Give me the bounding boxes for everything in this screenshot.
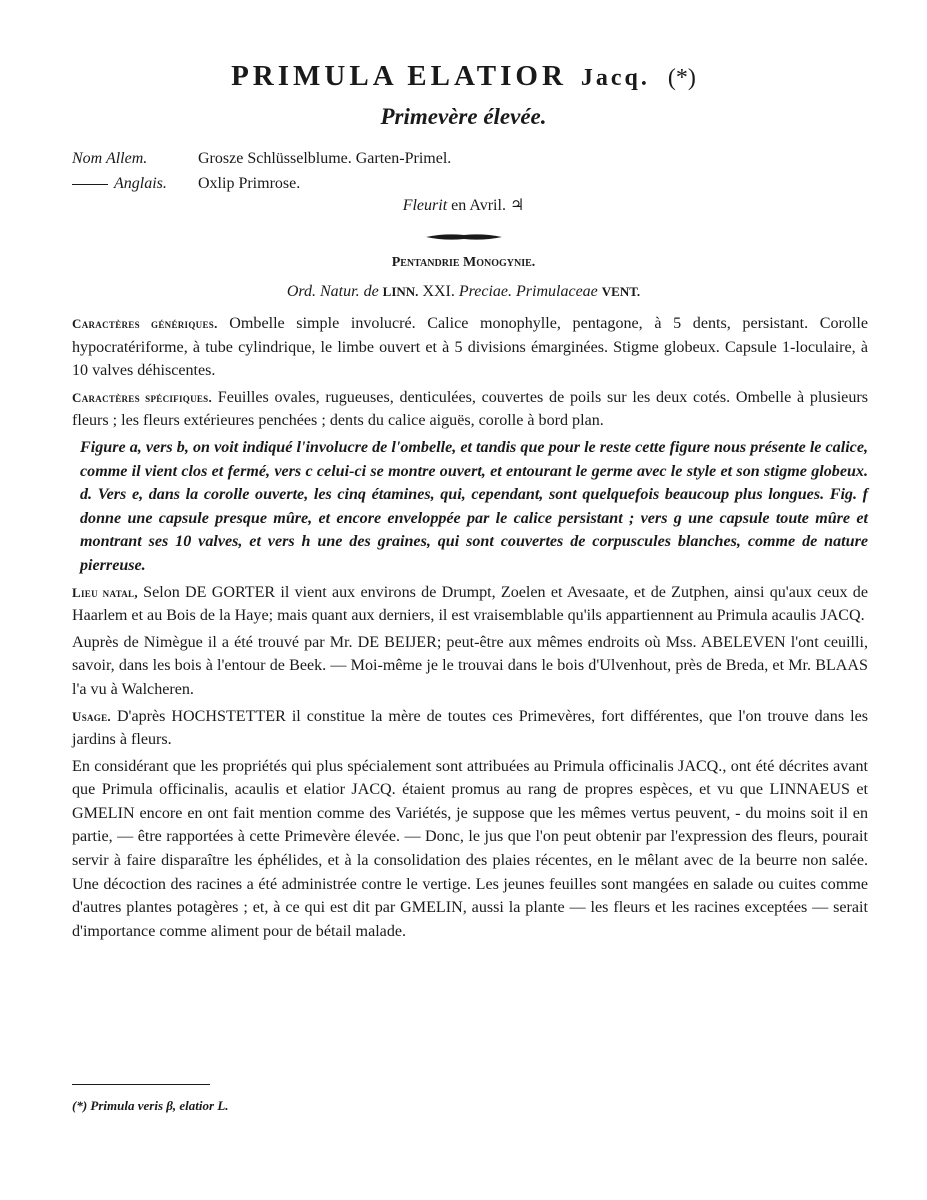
ornament-divider: [425, 231, 503, 243]
order-number: XXI.: [422, 283, 455, 300]
generic-characters-label: Caractères génériques.: [72, 316, 218, 331]
specific-characters-paragraph: [72, 386, 868, 433]
usage-text: D'après HOCHSTETTER il constitue la mère de toutes ces Primevères, fort différentes, que l'on trouve dans les jardins à fleurs.: [72, 707, 868, 749]
title-footnote-mark: (*): [667, 65, 696, 91]
german-name-row: [72, 146, 451, 171]
page-subtitle: Primevère élevée.: [380, 104, 547, 129]
usage-paragraph: [72, 705, 868, 752]
german-label: Nom Allem.: [72, 150, 148, 167]
page-title: [0, 60, 927, 93]
flowering-value: en Avril.: [451, 197, 506, 214]
habitat-label: Lieu natal,: [72, 584, 138, 600]
english-name-row: [72, 171, 451, 196]
linn-abbrev: LINN.: [382, 284, 419, 299]
properties-paragraph: En considérant que les propriétés qui plus spécialement sont attribuées au Primula officinalis JACQ., ont été décrites avant que Primula officinalis, acaulis et elatior JACQ. étaient promus au rang de propres espèces, et vu que LINNAEUS et GMELIN encore en ont fait mention comme des Variétés, je suppose que les mêmes vertus peuvent, - du moins soit il en partie, — être rapportées à cette Primevère élevée. — Donc, le jus que l'on peut obtenir par l'expression des fleurs, pourait servir à faire disparaître les éphélides, et à la consolidation des plaies récentes, en le mêlant avec de la beurre non salée. Une décoction des racines a été administrée contre le vertige. Les jeunes feuilles sont mangées en salade ou cuites comme d'autres plantes potagères ; et, à ce qui est dit par GMELIN, aussi la plante — les fleurs et les racines exceptées — serait d'importance comme aliment pour de bétail malade.: [72, 757, 868, 940]
title-genus-species: PRIMULA ELATIOR: [231, 60, 567, 92]
flowering-label: Fleurit: [402, 197, 448, 214]
habitat-paragraph: [72, 581, 868, 628]
vent-abbrev: VENT.: [601, 284, 641, 299]
english-value: Oxlip Primrose.: [198, 175, 301, 192]
title-author: Jacq.: [580, 65, 650, 91]
family-name: Primulaceae: [516, 283, 598, 300]
figure-explanation-paragraph: Figure a, vers b, on voit indiqué l'involucre de l'ombelle, et tandis que pour le reste cette figure nous présente le calice, comme il vient clos et fermé, vers c celui-ci se montre ouvert, et entourant le germe avec le style et son stigme globeux. d. Vers e, dans la corolle ouverte, les cinq étamines, qui, cependant, sont quelquefois beaucoup plus longues. Fig. f donne une capsule presque mûre, et encore enveloppée par le calice persistant ; vers g une capsule toute mûre et montrant ses 10 valves, et vers h une des graines, qui sont couvertes de corpuscules blanches, comme de nature pierreuse.: [80, 438, 868, 574]
usage-label: Usage.: [72, 708, 111, 724]
generic-characters-paragraph: [72, 312, 868, 383]
natural-order-line: [0, 283, 927, 301]
ditto-dash: [72, 184, 108, 185]
order-label: Ord. Natur. de: [286, 283, 379, 300]
perennial-symbol: ♃: [509, 197, 525, 214]
footnote-rule: [72, 1084, 210, 1085]
nimegue-paragraph: Auprès de Nimègue il a été trouvé par Mr. DE BEIJER; peut-être aux mêmes endroits où Mss. ABELEVEN l'ont ceuilli, savoir, dans les bois à l'entour de Beek. — Moi-même je le trouvai dans le bois d'Ulvenhout, près de Breda, et Mr. BLAAS l'a vu à Walcheren.: [72, 633, 868, 698]
linnaean-class: Pentandrie Monogynie.: [391, 255, 536, 270]
specific-characters-text: Feuilles ovales, rugueuses, denticulées, couvertes de poils sur les deux cotés. Ombelle à plusieurs fleurs ; les fleurs extérieures penchées ; dents du calice aiguës, corolle à bord plan.: [72, 388, 868, 430]
order-name: Preciae.: [458, 283, 513, 300]
flowering-line: [0, 195, 927, 215]
common-names: [72, 146, 451, 196]
footnote-text: Primula veris β, elatior L.: [90, 1098, 229, 1113]
footnote-mark: (*): [72, 1098, 88, 1113]
footnote: [72, 1098, 229, 1114]
specific-characters-label: Caractères spécifiques.: [72, 389, 213, 405]
habitat-text: Selon DE GORTER il vient aux environs de Drumpt, Zoelen et Avesaate, et de Zutphen, ainsi qu'aux ceux de Haarlem et au Bois de la Haye; mais quant aux derniers, il est vraisemblable qu'ils appartiennent au Primula acaulis JACQ.: [72, 583, 868, 625]
description-body: [72, 312, 868, 946]
english-label: Anglais.: [114, 175, 167, 192]
generic-characters-text: Ombelle simple involucré. Calice monophylle, pentagone, à 5 dents, persistant. Corolle hypocratériforme, à tube cylindrique, le limbe ouvert et à 5 divisions émarginées. Stigme globeux. Capsule 1-loculaire, à 10 valves déhiscentes.: [72, 315, 868, 380]
german-value: Grosze Schlüsselblume. Garten-Primel.: [198, 150, 452, 167]
